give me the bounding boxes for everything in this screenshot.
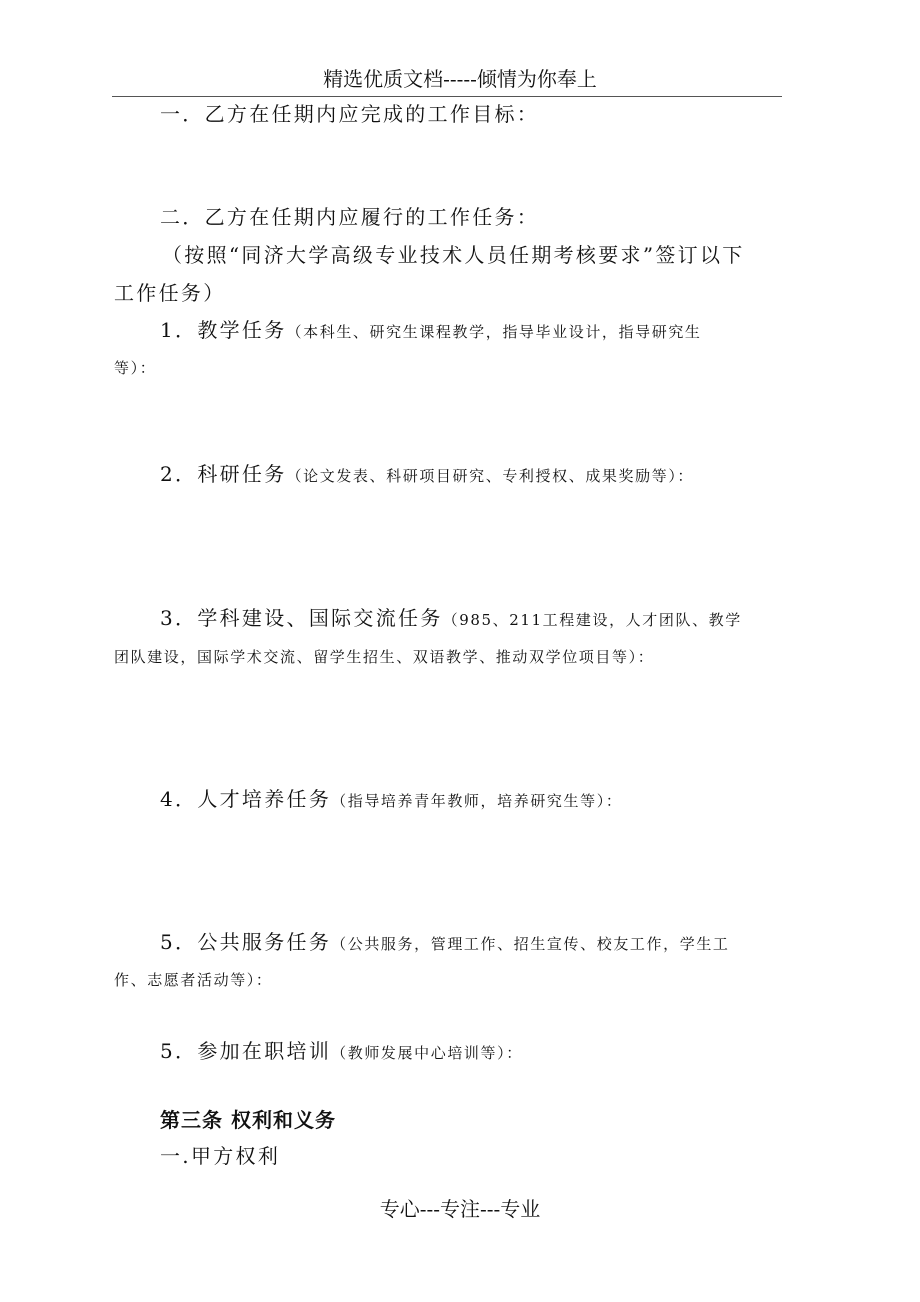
task4-label: 4．人才培养任务 [160,787,332,811]
task3-paragraph [160,603,742,635]
task5-continuation: 作、志愿者活动等）： [114,971,273,989]
task4-detail: （指导培养青年教师，培养研究生等）： [331,792,623,810]
task4-paragraph [160,784,622,816]
task6-label: 5．参加在职培训 [160,1039,332,1063]
task1-detail: （本科生、研究生课程教学，指导毕业设计，指导研究生 [286,323,702,341]
task6-paragraph [160,1036,523,1068]
task6-detail: （教师发展中心培训等）： [331,1044,523,1062]
page-footer: 专心---专注---专业 [379,1197,541,1221]
task2-detail: （论文发表、科研项目研究、专利授权、成果奖励等）： [286,467,695,485]
task3-label: 3．学科建设、国际交流任务 [160,606,443,630]
page-header: 精选优质文档-----倾情为你奉上 [323,67,597,91]
task1-paragraph [160,315,702,347]
rights-heading: 一.甲方权利 [160,1144,281,1168]
task-note-line2: 工作任务） [114,281,226,305]
task-heading: 二．乙方在任期内应履行的工作任务： [160,205,540,229]
task3-detail: （985、211工程建设，人才团队、教学 [442,611,742,629]
task-note-line1: （按照“同济大学高级专业技术人员任期考核要求”签订以下 [162,243,745,267]
article3-heading: 第三条 权利和义务 [160,1108,336,1132]
task2-paragraph [160,459,694,491]
header-rule [112,96,782,97]
task3-continuation: 团队建设，国际学术交流、留学生招生、双语教学、推动双学位项目等）： [114,648,655,666]
task1-label: 1．教学任务 [160,318,287,342]
goal-heading: 一．乙方在任期内应完成的工作目标： [160,102,540,126]
task5-label: 5．公共服务任务 [160,930,332,954]
task5-detail: （公共服务，管理工作、招生宣传、校友工作，学生工 [331,935,730,953]
task2-label: 2．科研任务 [160,462,287,486]
task1-continuation: 等）： [114,359,157,377]
task5-paragraph [160,927,730,959]
